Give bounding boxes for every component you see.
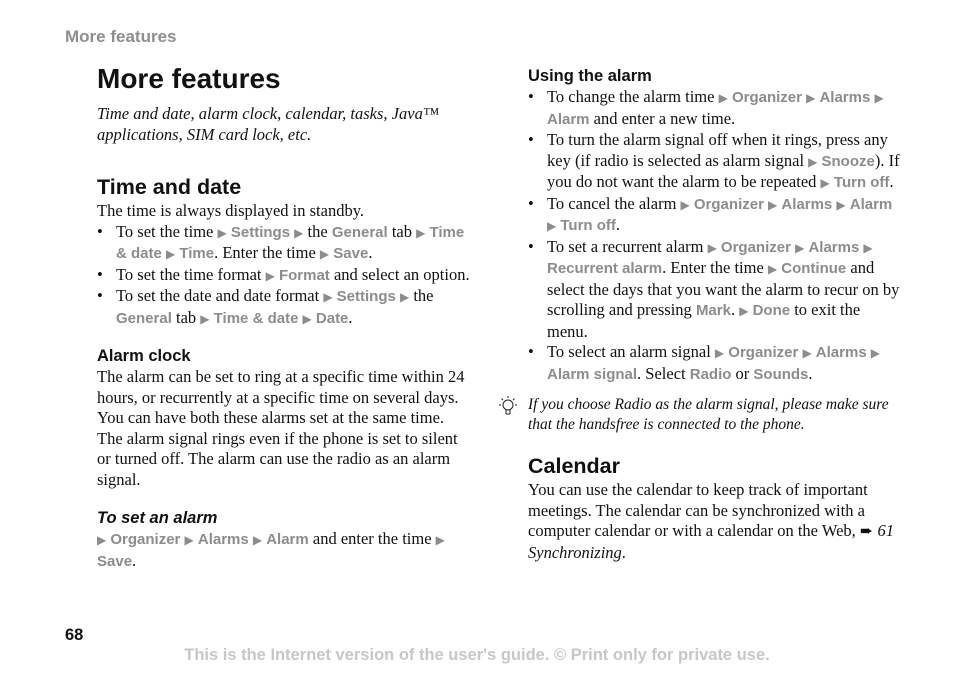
time-and-date-section [97,174,472,329]
menu-path-item: Date [315,309,349,327]
arrow-icon: ▶ [768,197,778,212]
intro-text: Time and date, alarm clock, calendar, tasks, Java™ applications, SIM card lock, etc. [97,104,439,144]
calendar-section [528,453,903,563]
page-title: More features [97,63,281,94]
arrow-icon: ▶ [97,533,107,547]
tip-text: If you choose Radio as the alarm signal, please make sure that the handsfree is connected to the phone. [528,396,889,433]
menu-path-item: Time & date [116,223,465,262]
menu-path-item: Format [278,266,330,284]
arrow-icon: ▶ [265,268,275,283]
menu-path-item: Save [333,245,369,262]
arrow-icon: ▶ [302,311,312,326]
set-alarm-section [97,508,472,572]
menu-path-item: Mark [695,302,731,319]
menu-path-item: Alarm [547,110,590,128]
menu-path-item: Alarm [266,531,309,548]
calendar-body: You can use the calendar to keep track of important meetings. The calendar can be synchronized with a computer calendar or with a calendar on the Web, ➨ 61 Synchronizing. [528,480,894,562]
arrow-icon: ▶ [739,304,749,318]
time-and-date-list [97,222,472,330]
arrow-icon: ▶ [435,533,445,547]
tip-note [495,395,903,434]
menu-path-item: Organizer [720,238,791,256]
arrow-icon: ▶ [806,91,816,105]
menu-path-item: Settings [230,223,291,241]
time-and-date-heading: Time and date [97,175,242,199]
arrow-icon: ▶ [200,311,210,326]
calendar-heading: Calendar [528,454,621,478]
arrow-icon: ▶ [547,219,557,233]
arrow-icon: ▶ [294,225,304,240]
arrow-icon: ▶ [820,176,830,190]
menu-path-item: Done [752,302,791,319]
menu-path-item: Snooze [821,152,875,170]
alarm-clock-section [97,346,472,490]
menu-path-item: Organizer [728,344,799,361]
menu-path-item: Organizer [110,531,181,548]
list-item-date-format: • To set the date and date format ▶ Settings ▶ the General tab ▶ Time & date ▶ Date. [97,286,472,329]
time-and-date-body: The time is always displayed in standby. [97,201,365,220]
running-header: More features [65,27,177,46]
arrow-icon: ▶ [707,240,717,255]
menu-path-item: Time [179,245,215,262]
menu-path-item: Save [97,552,133,570]
menu-path-item: Settings [336,288,396,305]
menu-path-item: General [116,309,172,327]
arrow-icon: ▶ [680,197,690,212]
menu-path-item: Alarm [849,195,893,213]
menu-path-item: Time & date [213,309,299,327]
menu-path-item: Alarm signal [547,365,638,383]
list-item-turn-off-alarm: • To turn the alarm signal off when it rings, press any key (if radio is selected as alarm signal ▶ Snooze). If you do not want the alarm to be repeated ▶ Turn off. [528,130,903,194]
menu-path-item: Sounds [753,365,809,383]
menu-path-item: Continue [781,260,847,277]
using-alarm-list [528,87,903,385]
list-item-set-time: • To set the time ▶ Settings ▶ the General tab ▶ Time & date ▶ Time. Enter the time ▶ Save. [97,222,472,265]
arrow-icon: ▶ [714,346,725,360]
menu-path-item: Turn off [833,174,890,191]
footer-notice: This is the Internet version of the user's guide. © Print only for private use. [184,646,770,664]
set-alarm-heading: To set an alarm [97,509,218,527]
arrow-icon: ▶ [836,197,846,212]
arrow-icon: ▶ [165,247,176,261]
lightbulb-icon [495,395,525,434]
menu-path-item: General [331,223,388,241]
menu-path-item: Organizer [731,89,802,106]
page-number: 68 [65,626,84,644]
list-item-recurrent-alarm: • To set a recurrent alarm ▶ Organizer ▶ Alarms ▶ Recurrent alarm. Enter the time ▶ Continue and select the days that you want the alarm to recur on by scrolling and pressing Mark. ▶ Done to exit the menu. [528,237,903,343]
cross-reference-link[interactable]: 61 Synchronizing [528,521,894,562]
alarm-clock-heading: Alarm clock [97,347,191,365]
arrow-icon: ▶ [319,247,330,261]
using-alarm-heading: Using the alarm [528,67,652,85]
arrow-icon: ▶ [808,154,818,169]
arrow-right-icon: ➨ [859,523,874,540]
arrow-icon: ▶ [795,240,805,255]
arrow-icon: ▶ [874,91,884,105]
arrow-icon: ▶ [184,533,194,547]
menu-path-item: Alarms [808,238,860,256]
arrow-icon: ▶ [252,533,263,547]
alarm-clock-body: The alarm can be set to ring at a specific time within 24 hours, or recurrently at a specific time on several days. You can have both these alarms set at the same time. The alarm signal rings even if the phone is set to silent or turned off. The alarm can use the radio as an alarm signal. [97,367,465,489]
menu-path-item: Radio [689,365,732,383]
set-alarm-body: ▶ Organizer ▶ Alarms ▶ Alarm and enter the time ▶ Save. [97,529,445,570]
menu-path-item: Alarms [197,531,249,548]
arrow-icon: ▶ [802,346,812,360]
arrow-icon: ▶ [416,225,426,240]
arrow-icon: ▶ [870,346,881,360]
menu-path-item: Alarms [781,195,833,213]
right-column [528,66,903,563]
menu-path-item: Turn off [560,217,616,234]
list-item-alarm-signal: • To select an alarm signal ▶ Organizer ▶ Alarms ▶ Alarm signal. Select Radio or Sounds. [528,342,903,385]
arrow-icon: ▶ [767,262,778,276]
menu-path-item: Alarms [815,344,867,361]
arrow-icon: ▶ [217,225,227,240]
menu-path-item: Organizer [693,195,764,213]
arrow-icon: ▶ [863,240,873,255]
arrow-icon: ▶ [718,91,728,105]
arrow-icon: ▶ [399,290,410,304]
list-item-time-format: • To set the time format ▶ Format and select an option. [97,265,472,287]
arrow-icon: ▶ [323,290,333,304]
left-column [97,61,472,572]
list-item-change-alarm: • To change the alarm time ▶ Organizer ▶ Alarms ▶ Alarm and enter a new time. [528,87,903,130]
menu-path-item: Alarms [819,89,871,106]
menu-path-item: Recurrent alarm [547,260,663,277]
list-item-cancel-alarm: • To cancel the alarm ▶ Organizer ▶ Alarms ▶ Alarm ▶ Turn off. [528,194,903,237]
